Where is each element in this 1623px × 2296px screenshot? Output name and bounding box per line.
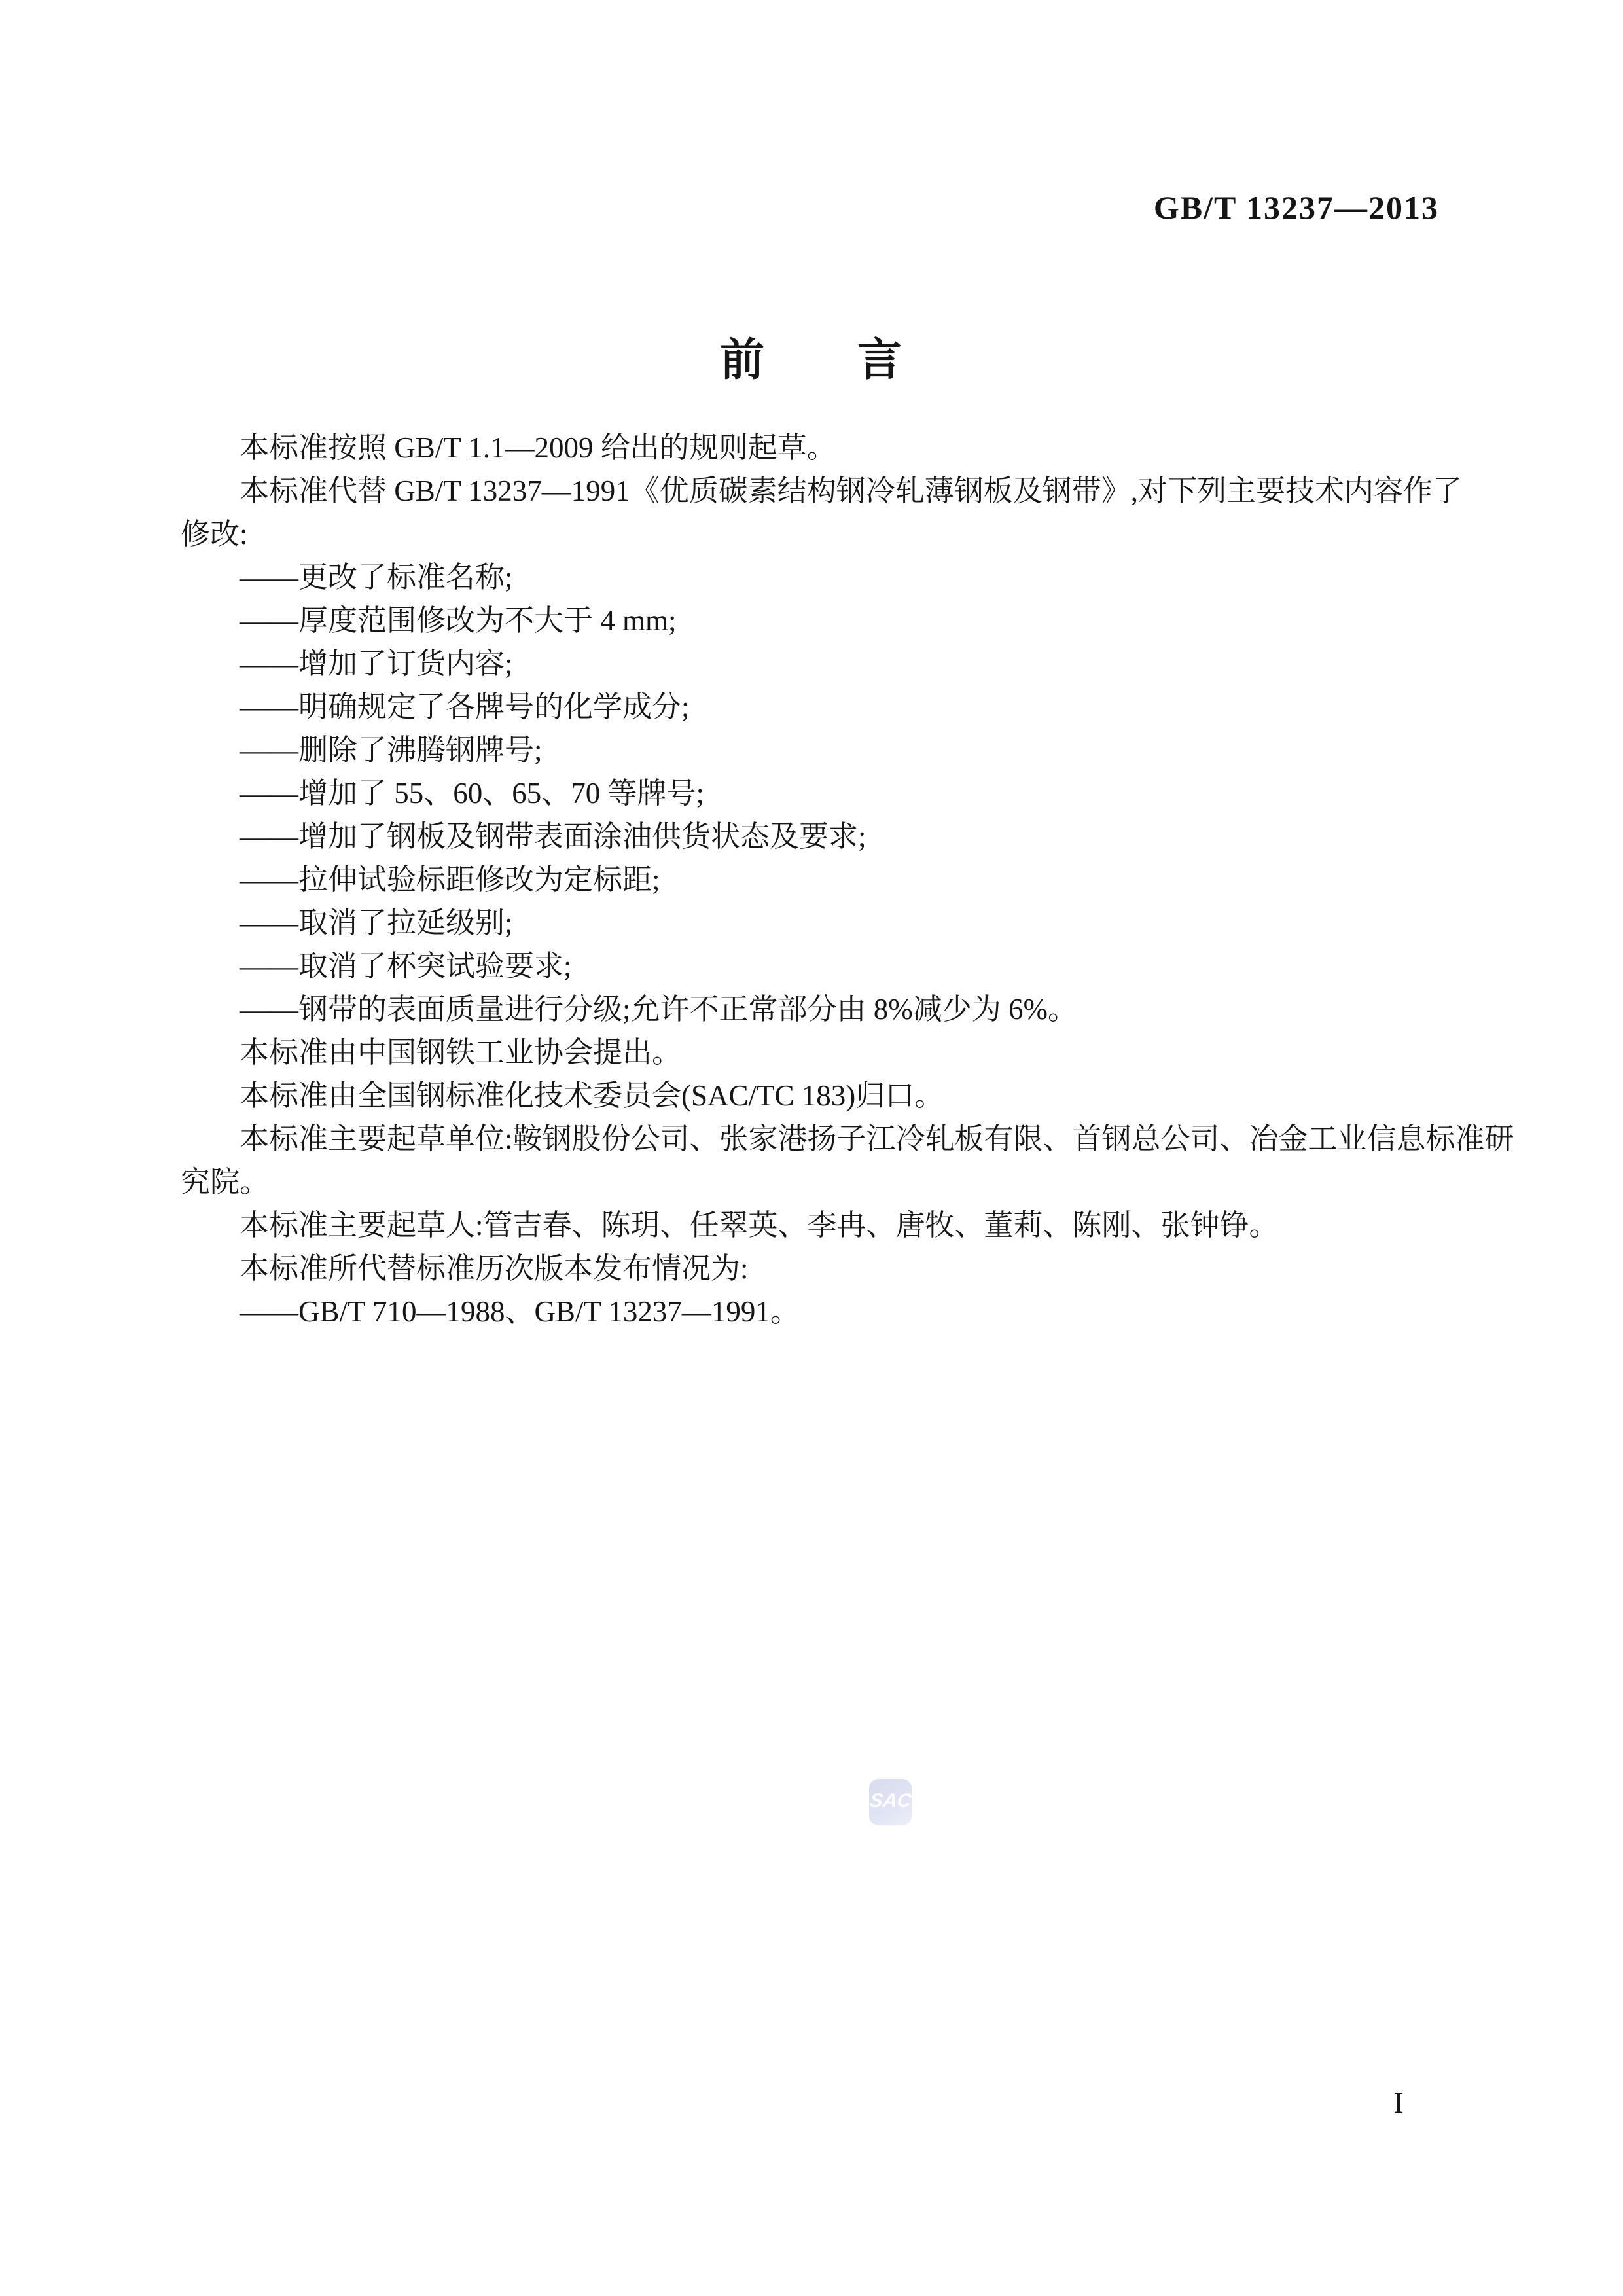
body-line: ——拉伸试验标距修改为定标距; [240, 863, 660, 896]
page-number: I [1393, 2086, 1404, 2119]
body-line: ——增加了订货内容; [240, 647, 513, 680]
body-line: 本标准代替 GB/T 13237—1991《优质碳素结构钢冷轧薄钢板及钢带》,对下列主要技术内容作了 [240, 475, 1462, 507]
body-line: 本标准主要起草人:管吉春、陈玥、任翠英、李冉、唐牧、董莉、陈刚、张钟铮。 [240, 1209, 1279, 1242]
body-line: 本标准按照 GB/T 1.1—2009 给出的规则起草。 [240, 431, 836, 464]
body-line: ——取消了杯突试验要求; [240, 950, 572, 982]
foreword-body [181, 426, 1514, 1333]
sac-watermark-text: SAC [868, 1789, 913, 1812]
body-line: 究院。 [181, 1166, 270, 1198]
body-line: 本标准所代替标准历次版本发布情况为: [240, 1252, 749, 1285]
body-line: ——钢带的表面质量进行分级;允许不正常部分由 8%减少为 6%。 [240, 993, 1077, 1026]
body-line: 本标准主要起草单位:鞍钢股份公司、张家港扬子江冷轧板有限、首钢总公司、冶金工业信息标准研 [240, 1122, 1514, 1155]
body-line: ——明确规定了各牌号的化学成分; [240, 691, 690, 723]
body-line: ——GB/T 710—1988、GB/T 13237—1991。 [240, 1295, 800, 1328]
page-title: 前 言 [719, 335, 903, 385]
body-line: ——增加了钢板及钢带表面涂油供货状态及要求; [240, 820, 866, 853]
body-line: ——更改了标准名称; [240, 561, 513, 594]
standard-number: GB/T 13237—2013 [1153, 189, 1439, 226]
body-line: ——厚度范围修改为不大于 4 mm; [240, 604, 677, 637]
sac-watermark [869, 1779, 912, 1825]
body-line: ——取消了拉延级别; [240, 906, 513, 939]
body-line: 本标准由中国钢铁工业协会提出。 [240, 1036, 682, 1069]
body-line: 本标准由全国钢标准化技术委员会(SAC/TC 183)归口。 [240, 1079, 944, 1112]
body-line: 修改: [181, 518, 248, 550]
body-line: ——增加了 55、60、65、70 等牌号; [240, 777, 705, 810]
body-line: ——删除了沸腾钢牌号; [240, 734, 543, 766]
